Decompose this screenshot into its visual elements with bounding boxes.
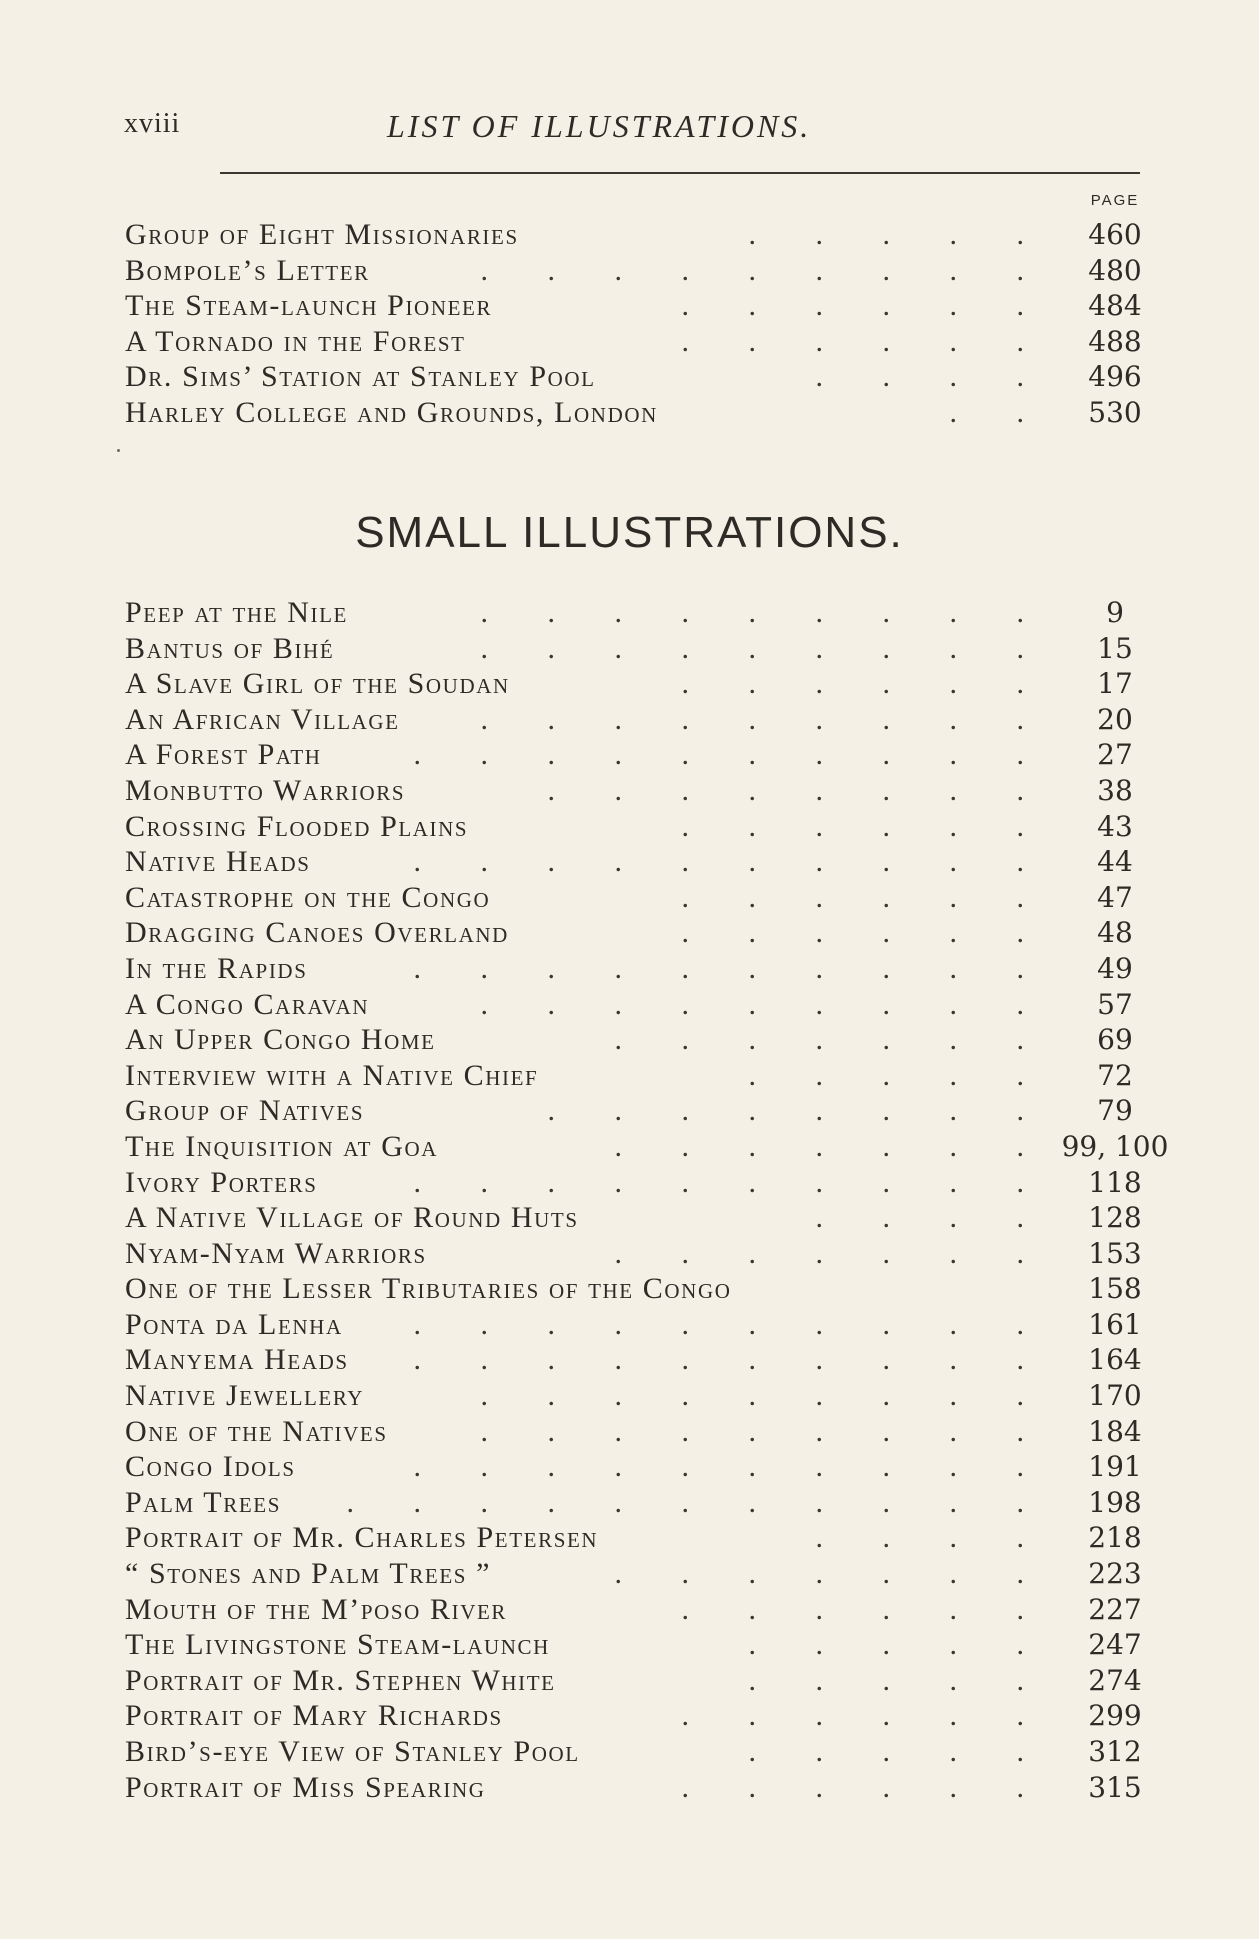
running-title: LIST OF ILLUSTRATIONS. [387, 108, 812, 144]
illustration-entry [125, 254, 1170, 290]
illustration-entry [125, 1379, 1170, 1415]
dot-leaders: . . . . . . [681, 809, 1050, 843]
illustration-entry [125, 738, 1170, 774]
illustration-entry [125, 1521, 1170, 1557]
entry-page-number: 49 [1097, 951, 1133, 985]
entry-title: Harley College and Grounds, London [125, 395, 658, 429]
entry-title: Nyam-Nyam Warriors [125, 1236, 427, 1270]
entry-page-number: 79 [1097, 1094, 1133, 1128]
dot-leaders: . . . . . . . . . [480, 1379, 1050, 1413]
illustration-entry [125, 774, 1170, 810]
entry-title: One of the Natives [125, 1414, 388, 1448]
entry-page-number: 47 [1097, 880, 1133, 914]
dot-leaders: . . . . . . . . . . [413, 951, 1050, 985]
illustration-entry [125, 916, 1170, 952]
entry-title: The Inquisition at Goa [125, 1129, 438, 1163]
dot-leaders: . . . . . . . . . . [413, 1450, 1050, 1484]
entry-page-number: 27 [1097, 738, 1133, 772]
entry-page-number: 480 [1088, 253, 1142, 287]
page-number: xviii [124, 108, 181, 139]
illustration-entry [125, 596, 1170, 632]
entry-page-number: 164 [1088, 1343, 1142, 1377]
entry-page-number: 170 [1088, 1379, 1142, 1413]
dot-leaders: . . . . . . . . . [480, 987, 1050, 1021]
illustration-entry [125, 1308, 1170, 1344]
entry-title: A Forest Path [125, 738, 322, 772]
illustration-entry [125, 1486, 1170, 1522]
entry-title: Portrait of Mary Richards [125, 1699, 503, 1733]
illustration-entry [125, 218, 1170, 254]
entry-page-number: 198 [1088, 1485, 1142, 1519]
entry-page-number: 15 [1097, 631, 1133, 665]
entry-title: An African Village [125, 702, 400, 736]
dot-leaders: . . . . . . . . . [480, 596, 1050, 629]
entry-title: Ivory Porters [125, 1165, 318, 1199]
entry-title: In the Rapids [125, 951, 308, 985]
entry-title: Peep at the Nile [125, 596, 348, 629]
entry-page-number: 128 [1088, 1201, 1142, 1235]
dot-leaders: . . . . . . . . . [480, 702, 1050, 736]
entry-page-number: 69 [1097, 1023, 1133, 1057]
stray-mark [117, 449, 120, 452]
entry-page-number: 57 [1097, 987, 1133, 1021]
entry-title: Dr. Sims’ Station at Stanley Pool [125, 360, 596, 394]
dot-leaders: . . . . . [748, 1628, 1050, 1662]
illustration-entry [125, 1450, 1170, 1486]
dot-leaders: . . . . . . . . [547, 1094, 1050, 1128]
entry-title: Bompole’s Letter [125, 253, 370, 287]
illustration-entry [125, 1166, 1170, 1202]
entry-title: Native Heads [125, 845, 311, 879]
illustration-entry [125, 667, 1170, 703]
illustration-entry [125, 1735, 1170, 1771]
entry-page-number: 99, 100 [1061, 1129, 1169, 1163]
entry-page-number: 496 [1088, 360, 1142, 394]
dot-leaders: . . . . . [748, 1735, 1050, 1768]
dot-leaders: . . . . . . . . . . [413, 1343, 1050, 1377]
entry-page-number: 484 [1088, 289, 1142, 323]
dot-leaders: . . . . . . . . . . [413, 1165, 1050, 1199]
entry-title: Bird’s-eye View of Stanley Pool [125, 1735, 580, 1768]
entry-page-number: 44 [1097, 845, 1133, 879]
illustration-entry [125, 952, 1170, 988]
entry-page-number: 247 [1088, 1628, 1142, 1662]
entry-page-number: 118 [1088, 1165, 1142, 1199]
plates-list [125, 218, 1170, 432]
entry-title: Dragging Canoes Overland [125, 916, 509, 950]
dot-leaders: . . . . . . . . . . [413, 1307, 1050, 1341]
dot-leaders: . . . . . . . . . . [413, 845, 1050, 879]
dot-leaders: . . . . . . . [614, 1236, 1050, 1270]
illustration-entry [125, 881, 1170, 917]
entry-title: The Steam-launch Pioneer [125, 289, 493, 323]
dot-leaders: . . . . [815, 1201, 1050, 1235]
entry-title: Native Jewellery [125, 1379, 365, 1413]
illustration-entry [125, 1699, 1170, 1735]
page-header [122, 108, 1162, 148]
small-illustrations-list [125, 596, 1170, 1806]
dot-leaders: . . . . . [748, 1058, 1050, 1092]
page-column-heading: PAGE [1090, 192, 1140, 209]
dot-leaders: . . . . . . [681, 916, 1050, 950]
illustration-entry [125, 396, 1170, 432]
illustration-entry [125, 1593, 1170, 1629]
entry-title: Manyema Heads [125, 1343, 349, 1377]
dot-leaders: . . [949, 395, 1050, 429]
entry-page-number: 315 [1088, 1770, 1142, 1804]
entry-title: Monbutto Warriors [125, 773, 406, 807]
illustration-entry [125, 845, 1170, 881]
illustration-entry [125, 1272, 1170, 1308]
entry-page-number: 312 [1088, 1735, 1142, 1768]
dot-leaders: . . . . . . [681, 1699, 1050, 1733]
dot-leaders: . . . . . . . . [547, 773, 1050, 807]
dot-leaders: . . . . . . [681, 324, 1050, 358]
dot-leaders: . . . . . . . [614, 1557, 1050, 1591]
entry-page-number: 488 [1088, 324, 1142, 358]
illustration-entry [125, 1059, 1170, 1095]
illustration-entry [125, 703, 1170, 739]
entry-title: Palm Trees [125, 1485, 281, 1519]
illustration-entry [125, 1023, 1170, 1059]
dot-leaders: . . . . . . [681, 1770, 1050, 1804]
entry-title: “ Stones and Palm Trees ” [125, 1557, 492, 1591]
illustration-entry [125, 289, 1170, 325]
entry-page-number: 460 [1088, 218, 1142, 251]
illustration-entry [125, 1628, 1170, 1664]
entry-title: An Upper Congo Home [125, 1023, 436, 1057]
entry-page-number: 38 [1097, 773, 1133, 807]
illustration-entry [125, 1201, 1170, 1237]
entry-page-number: 20 [1097, 702, 1133, 736]
entry-page-number: 530 [1088, 395, 1142, 429]
entry-title: Portrait of Mr. Stephen White [125, 1663, 556, 1697]
entry-page-number: 161 [1088, 1307, 1142, 1341]
entry-title: A Congo Caravan [125, 987, 370, 1021]
entry-title: The Livingstone Steam-launch [125, 1628, 550, 1662]
illustration-entry [125, 1237, 1170, 1273]
dot-leaders: . . . . . . . [614, 1023, 1050, 1057]
entry-page-number: 158 [1088, 1272, 1142, 1306]
entry-title: Bantus of Bihé [125, 631, 335, 665]
entry-title: Ponta da Lenha [125, 1307, 343, 1341]
illustration-entry [125, 632, 1170, 668]
small-illustrations-heading: SMALL ILLUSTRATIONS. [355, 508, 904, 557]
dot-leaders: . . . . . . . . . . [413, 738, 1050, 772]
entry-title: Portrait of Miss Spearing [125, 1770, 486, 1804]
dot-leaders: . . . . . . . . . [480, 253, 1050, 287]
entry-page-number: 48 [1097, 916, 1133, 950]
dot-leaders: . . . . . . . . . . . [346, 1485, 1050, 1519]
entry-page-number: 227 [1088, 1592, 1142, 1626]
entry-title: Portrait of Mr. Charles Petersen [125, 1521, 599, 1555]
illustration-entry [125, 1771, 1170, 1807]
entry-title: Group of Natives [125, 1094, 365, 1128]
dot-leaders: . . . . . . [681, 289, 1050, 323]
illustration-entry [125, 810, 1170, 846]
illustration-entry [125, 1094, 1170, 1130]
dot-leaders: . . . . . . [681, 880, 1050, 914]
entry-page-number: 72 [1097, 1058, 1133, 1092]
entry-title: A Native Village of Round Huts [125, 1201, 579, 1235]
header-rule [220, 172, 1140, 174]
dot-leaders: . . . . . . . [614, 1129, 1050, 1163]
entry-page-number: 153 [1088, 1236, 1142, 1270]
entry-title: One of the Lesser Tributaries of the Congo [125, 1272, 732, 1306]
entry-title: Congo Idols [125, 1450, 296, 1484]
illustration-entry [125, 325, 1170, 361]
entry-title: Crossing Flooded Plains [125, 809, 469, 843]
dot-leaders: . . . . . [748, 218, 1050, 251]
entry-title: A Tornado in the Forest [125, 324, 466, 358]
illustration-entry [125, 1664, 1170, 1700]
dot-leaders: . . . . . . . . . [480, 1414, 1050, 1448]
illustration-entry [125, 1343, 1170, 1379]
entry-page-number: 299 [1088, 1699, 1142, 1733]
dot-leaders: . . . . . . [681, 1592, 1050, 1626]
dot-leaders: . . . . . . . . . [480, 631, 1050, 665]
dot-leaders: . . . . [815, 360, 1050, 394]
entry-page-number: 43 [1097, 809, 1133, 843]
entry-title: A Slave Girl of the Soudan [125, 667, 510, 701]
entry-page-number: 218 [1088, 1521, 1142, 1555]
illustration-entry [125, 1130, 1170, 1166]
entry-page-number: 223 [1088, 1557, 1142, 1591]
entry-title: Catastrophe on the Congo [125, 880, 491, 914]
entry-page-number: 17 [1097, 667, 1133, 701]
illustration-entry [125, 360, 1170, 396]
dot-leaders: . . . . [815, 1521, 1050, 1555]
entry-title: Group of Eight Missionaries [125, 218, 519, 251]
entry-page-number: 274 [1088, 1663, 1142, 1697]
dot-leaders: . . . . . [748, 1663, 1050, 1697]
entry-page-number: 184 [1088, 1414, 1142, 1448]
entry-title: Mouth of the M’poso River [125, 1592, 508, 1626]
illustration-entry [125, 988, 1170, 1024]
illustration-entry [125, 1557, 1170, 1593]
entry-page-number: 9 [1106, 596, 1124, 629]
illustration-entry [125, 1415, 1170, 1451]
entry-title: Interview with a Native Chief [125, 1058, 539, 1092]
entry-page-number: 191 [1088, 1450, 1142, 1484]
dot-leaders: . . . . . . [681, 667, 1050, 701]
